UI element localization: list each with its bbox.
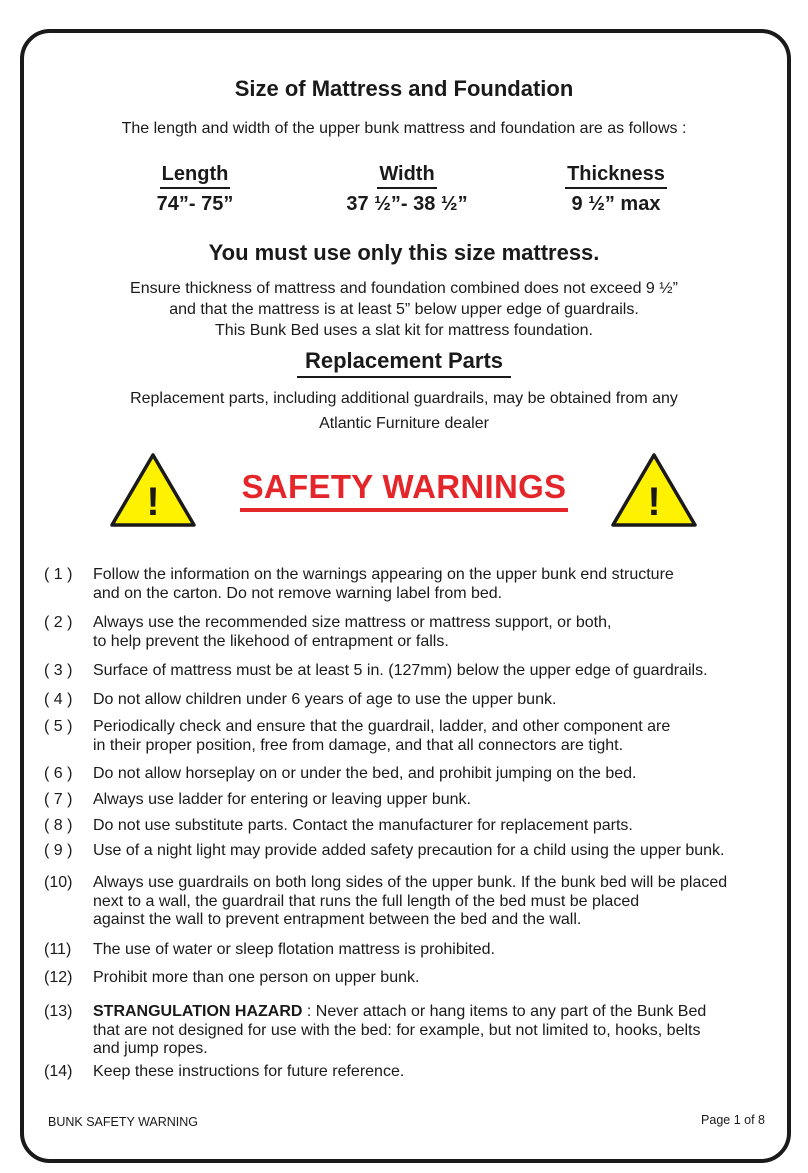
item-text xyxy=(93,1003,783,1059)
item-text xyxy=(93,614,783,651)
dimension-value: 9 ½” max xyxy=(571,193,661,215)
mattress-instructions xyxy=(0,278,808,341)
item-text xyxy=(93,842,783,861)
dimension-value: 74”- 75” xyxy=(156,193,234,215)
item-line: Always use ladder for entering or leaving upper bunk. xyxy=(93,791,471,808)
page-title: Size of Mattress and Foundation xyxy=(234,76,574,101)
item-number: (12) xyxy=(44,969,73,986)
item-number: ( 8 ) xyxy=(44,817,73,834)
item-line: Follow the information on the warnings appearing on the upper bunk end structure xyxy=(93,566,674,583)
footer-document-title: BUNK SAFETY WARNING xyxy=(48,1115,199,1129)
replacement-parts-text xyxy=(0,386,808,436)
safety-warnings-heading-wrap xyxy=(0,468,808,512)
item-number: ( 7 ) xyxy=(44,791,73,808)
warning-exclamation: ! xyxy=(146,480,160,524)
item-text xyxy=(93,941,783,960)
item-line: next to a wall, the guardrail that runs the full length of the bed must be placed xyxy=(93,892,640,910)
replacement-line: Atlantic Furniture dealer xyxy=(319,415,489,432)
item-line: to help prevent the likehood of entrapment or falls. xyxy=(93,632,449,650)
item-text xyxy=(93,1063,783,1082)
dimension-width xyxy=(307,163,507,216)
item-number: ( 3 ) xyxy=(44,662,73,679)
item-line: and jump ropes. xyxy=(93,1040,208,1057)
instruction-line: This Bunk Bed uses a slat kit for mattress foundation. xyxy=(215,322,593,339)
dimension-length xyxy=(95,163,295,216)
footer-page-number: Page 1 of 8 xyxy=(701,1113,765,1127)
item-line: Prohibit more than one person on upper bunk. xyxy=(93,969,420,986)
dimension-label: Length xyxy=(160,163,231,189)
replacement-line: Replacement parts, including additional guardrails, may be obtained from any xyxy=(130,390,678,407)
item-text xyxy=(93,718,783,755)
instruction-line: and that the mattress is at least 5” below upper edge of guardrails. xyxy=(169,301,639,318)
mattress-size-notice: You must use only this size mattress. xyxy=(208,240,600,265)
item-text xyxy=(93,765,783,784)
item-line: Keep these instructions for future reference. xyxy=(93,1063,405,1080)
item-line: in their proper position, free from damage, and that all connectors are tight. xyxy=(93,736,624,754)
item-number: ( 9 ) xyxy=(44,842,73,859)
item-number: (11) xyxy=(44,941,72,958)
item-number: ( 4 ) xyxy=(44,691,73,708)
item-number: (10) xyxy=(44,874,73,891)
item-line: and on the carton. Do not remove warning label from bed. xyxy=(93,584,503,602)
replacement-parts-heading-wrap xyxy=(0,348,808,378)
intro-text: The length and width of the upper bunk mattress and foundation are as follows : xyxy=(121,120,687,137)
item-number: ( 1 ) xyxy=(44,566,73,583)
item-text xyxy=(93,817,783,836)
item-text xyxy=(93,791,783,810)
item-line: Do not use substitute parts. Contact the manufacturer for replacement parts. xyxy=(93,817,633,834)
replacement-parts-title: Replacement Parts xyxy=(297,348,511,378)
item-number: (13) xyxy=(44,1003,73,1020)
item-text xyxy=(93,662,783,681)
item-number: ( 2 ) xyxy=(44,614,73,631)
item-text xyxy=(93,691,783,710)
item-number: ( 5 ) xyxy=(44,718,73,735)
item-line: The use of water or sleep flotation mattress is prohibited. xyxy=(93,941,495,958)
instruction-line: Ensure thickness of mattress and foundation combined does not exceed 9 ½” xyxy=(130,280,678,297)
item-line: Do not allow children under 6 years of age to use the upper bunk. xyxy=(93,691,557,708)
dimension-thickness xyxy=(516,163,716,216)
safety-warnings-title: SAFETY WARNINGS xyxy=(240,468,569,512)
dimension-label: Thickness xyxy=(565,163,667,189)
item-number: (14) xyxy=(44,1063,73,1080)
item-line: : Never attach or hang items to any part of the Bunk Bed xyxy=(302,1003,707,1020)
item-line: Always use the recommended size mattress or mattress support, or both, xyxy=(93,614,612,631)
item-line: that are not designed for use with the bed: for example, but not limited to, hooks, belts xyxy=(93,1021,701,1039)
warning-exclamation: ! xyxy=(647,480,661,524)
item-line: Always use guardrails on both long sides of the upper bunk. If the bunk bed will be placed xyxy=(93,874,728,891)
item-line: Periodically check and ensure that the guardrail, ladder, and other component are xyxy=(93,718,671,735)
item-text xyxy=(93,566,783,603)
dimension-label: Width xyxy=(377,163,436,189)
item-line: Surface of mattress must be at least 5 in. (127mm) below the upper edge of guardrails. xyxy=(93,662,708,679)
item-line: Do not allow horseplay on or under the bed, and prohibit jumping on the bed. xyxy=(93,765,637,782)
item-line: Use of a night light may provide added safety precaution for a child using the upper bunk. xyxy=(93,842,725,859)
item-text xyxy=(93,874,783,930)
item-number: ( 6 ) xyxy=(44,765,73,782)
item-line: against the wall to prevent entrapment between the bed and the wall. xyxy=(93,911,582,928)
strangulation-hazard-label: STRANGULATION HAZARD xyxy=(93,1003,303,1020)
item-text xyxy=(93,969,783,988)
dimension-value: 37 ½”- 38 ½” xyxy=(346,193,468,215)
